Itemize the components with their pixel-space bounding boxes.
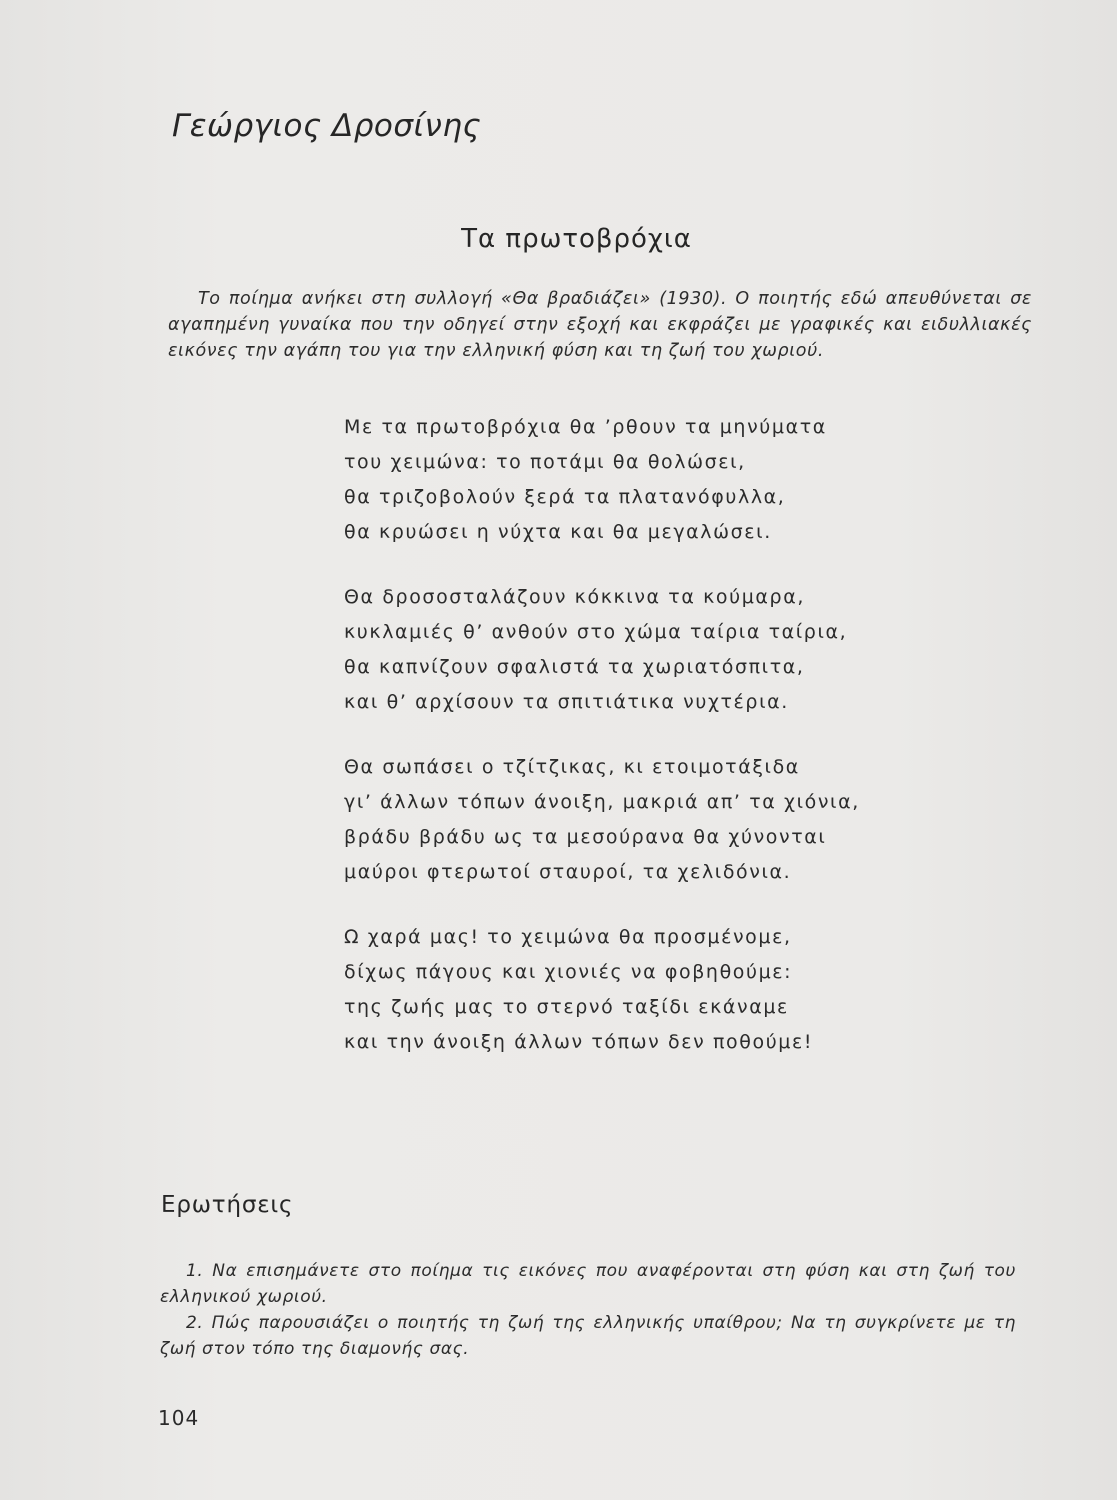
poem-stanza-1 [344, 410, 904, 550]
question-item: 2. Πώς παρουσιάζει ο ποιητής τη ζωή της ελληνικής υπαίθρου; Να τη συγκρίνετε με τη ζωή στον τόπο της διαμονής σας. [160, 1313, 1016, 1359]
author-name: Γεώργιος Δροσίνης [172, 108, 482, 144]
poem-stanza-4 [344, 920, 904, 1060]
poem-line: του χειμώνα: το ποτάμι θα θολώσει, [344, 451, 746, 473]
poem-line: γι’ άλλων τόπων άνοιξη, μακριά απ’ τα χιόνια, [344, 791, 860, 813]
questions-heading: Ερωτήσεις [161, 1192, 294, 1218]
poem-line: Θα δροσοσταλάζουν κόκκινα τα κούμαρα, [344, 586, 805, 608]
poem-line: κυκλαμιές θ’ ανθούν στο χώμα ταίρια ταίρια, [344, 621, 848, 643]
poem-body [344, 410, 904, 1090]
poem-stanza-3 [344, 750, 904, 890]
poem-line: Θα σωπάσει ο τζίτζικας, κι ετοιμοτάξιδα [344, 756, 800, 778]
poem-line: και θ’ αρχίσουν τα σπιτιάτικα νυχτέρια. [344, 691, 789, 713]
page-number: 104 [158, 1406, 200, 1430]
poem-line: Με τα πρωτοβρόχια θα ’ρθουν τα μηνύματα [344, 416, 827, 438]
poem-title: Τα πρωτοβρόχια [461, 224, 692, 254]
poem-line: της ζωής μας το στερνό ταξίδι εκάναμε [344, 996, 789, 1018]
questions-list [160, 1258, 1016, 1362]
question-item: 1. Να επισημάνετε στο ποίημα τις εικόνες που αναφέρονται στη φύση και στη ζωή του ελληνικού χωριού. [160, 1261, 1016, 1307]
poem-line: θα τριζοβολούν ξερά τα πλατανόφυλλα, [344, 486, 786, 508]
poem-line: Ω χαρά μας! το χειμώνα θα προσμένομε, [344, 926, 792, 948]
poem-line: δίχως πάγους και χιονιές να φοβηθούμε: [344, 961, 793, 983]
poem-line: θα κρυώσει η νύχτα και θα μεγαλώσει. [344, 521, 772, 543]
poem-line: και την άνοιξη άλλων τόπων δεν ποθούμε! [344, 1031, 814, 1053]
poem-line: μαύροι φτερωτοί σταυροί, τα χελιδόνια. [344, 861, 792, 883]
poem-line: θα καπνίζουν σφαλιστά τα χωριατόσπιτα, [344, 656, 805, 678]
poem-stanza-2 [344, 580, 904, 720]
poem-line: βράδυ βράδυ ως τα μεσούρανα θα χύνονται [344, 826, 827, 848]
poem-introduction: Το ποίημα ανήκει στη συλλογή «Θα βραδιάζει» (1930). Ο ποιητής εδώ απευθύνεται σε αγαπημένη γυναίκα που την οδηγεί στην εξοχή και εκφράζει με γραφικές και ειδυλλιακές εικόνες την αγάπη του για την ελληνική φύση και τη ζωή του χωριού. [168, 289, 1032, 361]
